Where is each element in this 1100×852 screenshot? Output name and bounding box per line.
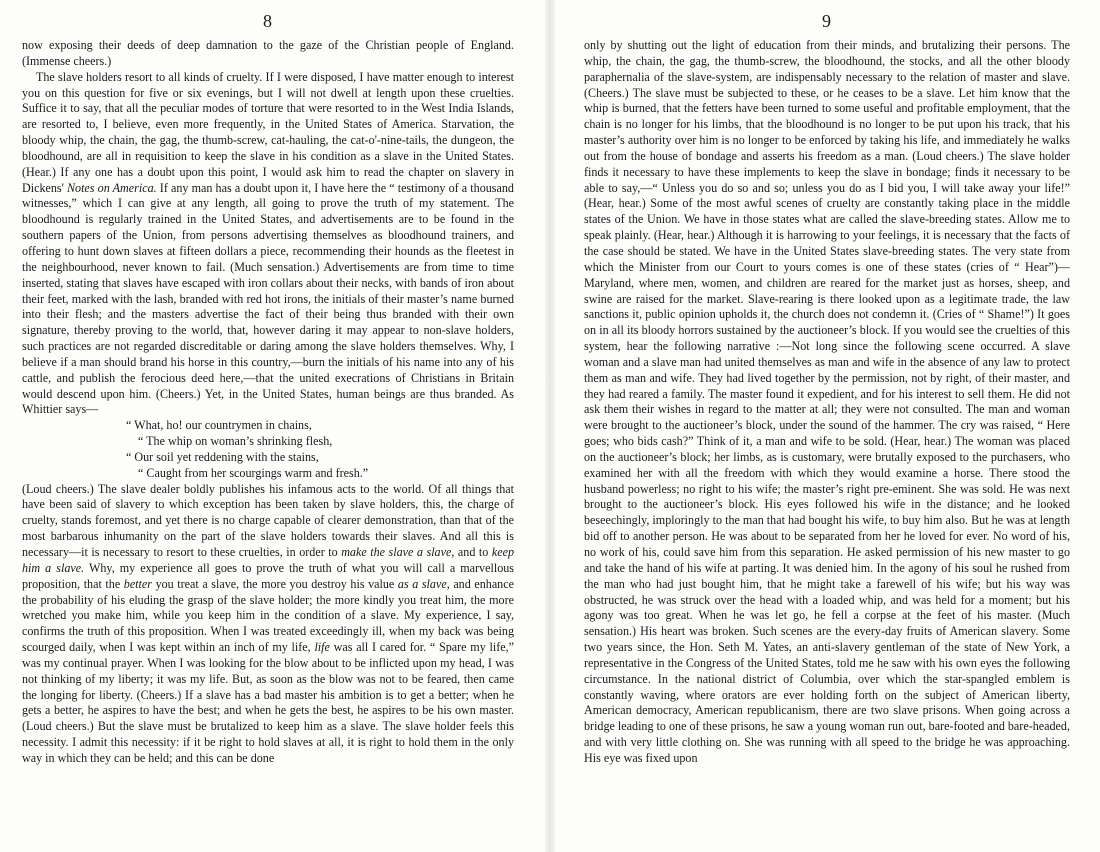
text-run: and to <box>457 545 489 559</box>
right-page <box>560 0 1100 852</box>
poem-quote <box>22 418 514 481</box>
text-run: and enhance the probability of his eluding the grasp of the slave holder; the more kindly you treat him, the more wretched you make him, while you keep him in the condition of a slave. My experience, I say, confirms the truth of this proposition. When I was treated exceedingly ill, when my back was being scourged daily, when I was kept within an inch of my life, <box>22 576 514 655</box>
page-number: 8 <box>263 11 273 31</box>
text-run: you treat a slave, the more you destroy his value <box>155 576 395 591</box>
page-number: 9 <box>822 11 832 31</box>
left-page <box>0 0 540 852</box>
text-run: (Loud cheers.) The slave dealer boldly publishes his infamous acts to the world. Of all things that have been said of slavery to which exception has been taken by slave holders, this, the charge of cruelty, stands foremost, and yet there is no charge capable of clearer demonstration, than that of the most barbarous inhumanity on the part of the slave holders towards their slaves. And all this is necessary—it is necessary to resort to these cruelties, in order to <box>22 481 514 559</box>
book-gutter <box>545 0 555 852</box>
poem-line: “ Our soil yet reddening with the stains, <box>126 449 319 464</box>
emphasis: life <box>314 640 330 655</box>
poem-line: “ What, ho! our countrymen in chains, <box>126 418 312 433</box>
paragraph <box>22 482 514 767</box>
text-run: Why, my experience all goes to prove the truth of what you will call a marvellous proposition, that the <box>22 560 514 591</box>
book-title: Notes on America. <box>66 180 157 195</box>
emphasis: keep him a slave. <box>22 545 514 575</box>
text-run: The slave holders resort to all kinds of cruelty. If I were disposed, I have matter enough to interest you on this question for five or six evenings, but I will not dwell at length upon these cruelties. Suffice it to say, that all the peculiar modes of torture that were resorted to in the West India Islands, are resorted to, I believe, even more frequently, in the United States of America. Starvation, the bloody whip, the chain, the gag, the thumb-screw, cat-hauling, the cat-o'-nine-tails, the dungeon, the bloodhound, are all in requisition to keep the slave in his condition as a slave in the United States. (Hear.) If any one has a doubt upon this point, I would ask him to read the chapter on slavery in Dickens' <box>22 69 514 195</box>
emphasis: better <box>123 576 152 591</box>
page-body <box>584 38 1070 767</box>
page-body <box>22 38 514 767</box>
poem-line: “ Caught from her scourgings warm and fresh.” <box>138 465 369 480</box>
paragraph: only by shutting out the light of education from their minds, and brutalizing their persons. The whip, the chain, the gag, the thumb-screw, the bloodhound, the stocks, and all the other bloody paraphernalia of the slave-system, are indispensably necessary to the relation of master and slave. (Cheers.) The slave must be subjected to these, or he ceases to be a slave. Let him know that the whip is burned, that the fetters have been turned to some useful and profitable employment, that the chain is no longer for his limbs, that the bloodhound is no longer to be put upon his track, that his master’s authority over him is no longer to be enforced by taking his life, and immediately he walks out from the house of bondage and asserts his freedom as a man. (Loud cheers.) The slave holder finds it necessary to have these implements to keep the slave in bondage; finds it necessary to be able to say,—“ Unless you do so and so; unless you do as I bid you, I will take away your life!” (Hear, hear.) Some of the most awful scenes of cruelty are constantly taking place in the middle states of the Union. We have in those states what are called the slave-breeding states. Allow me to speak plainly. (Hear, hear.) Although it is harrowing to your feelings, it is necessary that the facts of the case should be stated. We have in the United States slave-breeding states. The very state from which the Minister from our Court to yours comes is one of these states (cries of “ Hear”)—Maryland, where men, women, and children are reared for the market just as horses, sheep, and swine are raised for the market. Slave-rearing is there looked upon as a legitimate trade, the law sanctions it, public opinion upholds it, the church does not condemn it. (Cries of “ Shame!”) It goes on in all its bloody horrors sustained by the auctioneer’s block. If you would see the cruelties of this system, hear the following narrative :—Not long since the following scene occurred. A slave woman and a slave man had united themselves as man and wife in the absence of any law to protect them as man and wife. They had lived together by the permission, not by right, of their master, and they had reared a family. The master found it expedient, and for his interest to sell them. He did not ask them their wishes in regard to the matter at all; they were not consulted. The man and woman were brought to the auctioneer’s block, under the sound of the hammer. The cry was raised, “ Here goes; who bids cash?” Think of it, a man and wife to be sold. (Hear, hear.) The woman was placed on the auctioneer’s block; her limbs, as is customary, were brutally exposed to the purchasers, who examined her with all the freedom with which they would examine a horse. There stood the husband powerless; no right to his wife; the master’s right pre-eminent. She was sold. He was next brought to the auctioneer’s block. His eyes followed his wife in the distance; and he looked beseechingly, imploringly to the man that had bought his wife, to buy him also. But he was at length bid off to another person. He was about to be separated from her he loved for ever. No word of his, no work of his, could save him from this separation. He asked permission of his new master to go and take the hand of his wife at parting. It was denied him. In the agony of his soul he rushed from the man who had just bought him, that he might take a farewell of his wife; but his way was obstructed, he was struck over the head with a loaded whip, and was held for a moment; but his agony was too great. When he was let go, he fell a corpse at the feet of his master. (Much sensation.) His heart was broken. Such scenes are the every-day fruits of American slavery. Some two years since, the Hon. Seth M. Yates, an anti-slavery gentleman of the state of New York, a representative in the Congress of the United States, told me he saw with his own eyes the following circumstance. In the national district of Columbia, over which the star-spangled emblem is constantly waving, where orators are ever holding forth on the subject of American liberty, American democracy, American republicanism, there are two slave prisons. When going across a bridge leading to one of these prisons, he saw a young woman run out, bare-footed and bare-headed, and with very little clothing on. She was running with all speed to the bridge he was approaching. His eye was fixed upon <box>584 38 1070 765</box>
emphasis: make the slave a slave, <box>341 545 455 559</box>
poem-line: “ The whip on woman’s shrinking flesh, <box>138 434 333 449</box>
paragraph <box>22 70 514 419</box>
paragraph: now exposing their deeds of deep damnation to the gaze of the Christian people of England. (Immense cheers.) <box>22 38 514 68</box>
emphasis: as a slave, <box>397 576 450 591</box>
text-run: If any man has a doubt upon it, I have here the “ testimony of a thousand witnesses,” which I can give at any length, all going to prove the truth of my statement. The bloodhound is regularly trained in the United States, and advertisements are to be found in the southern papers of the Union, from persons advertising themselves as bloodhound trainers, and offering to hunt down slaves at fifteen dollars a piece, recommending their hounds as the fleetest in the neighbourhood, never known to fail. (Much sensation.) Advertisements are from time to time inserted, stating that slaves have escaped with iron collars about their necks, with bands of iron about their feet, marked with the lash, branded with red hot irons, the initials of their master’s name burned into their flesh; and the masters advertise the fact of their being thus branded with their own signature, thereby proving to the world, that, however daring it may appear to non-slave holders, such practices are not regarded discreditable or daring among the slave holders themselves. Why, I believe if a man should brand his horse in this country,—burn the initials of his name into any of his cattle, and publish the ferocious deed here,—that the united execrations of Christians in Britain would descend upon him. (Cheers.) Yet, in the United States, human beings are thus branded. As Whittier says— <box>22 180 514 417</box>
text-run: was all I cared for. “ Spare my life,” was my continual prayer. When I was looking for the blow about to be inflicted upon my head, I was not thinking of my liberty; it was my life. But, as soon as the blow was not to be feared, then came the longing for liberty. (Cheers.) If a slave has a bad master his ambition is to get a better; when he gets a better, he aspires to have the best; and when he gets the best, he aspires to be his own master. (Loud cheers.) But the slave must be brutalized to keep him as a slave. The slave holder feels this necessity. I admit this necessity: if it be right to hold slaves at all, it is right to hold them in the only way in which they can be held; and this can be done <box>22 640 514 765</box>
